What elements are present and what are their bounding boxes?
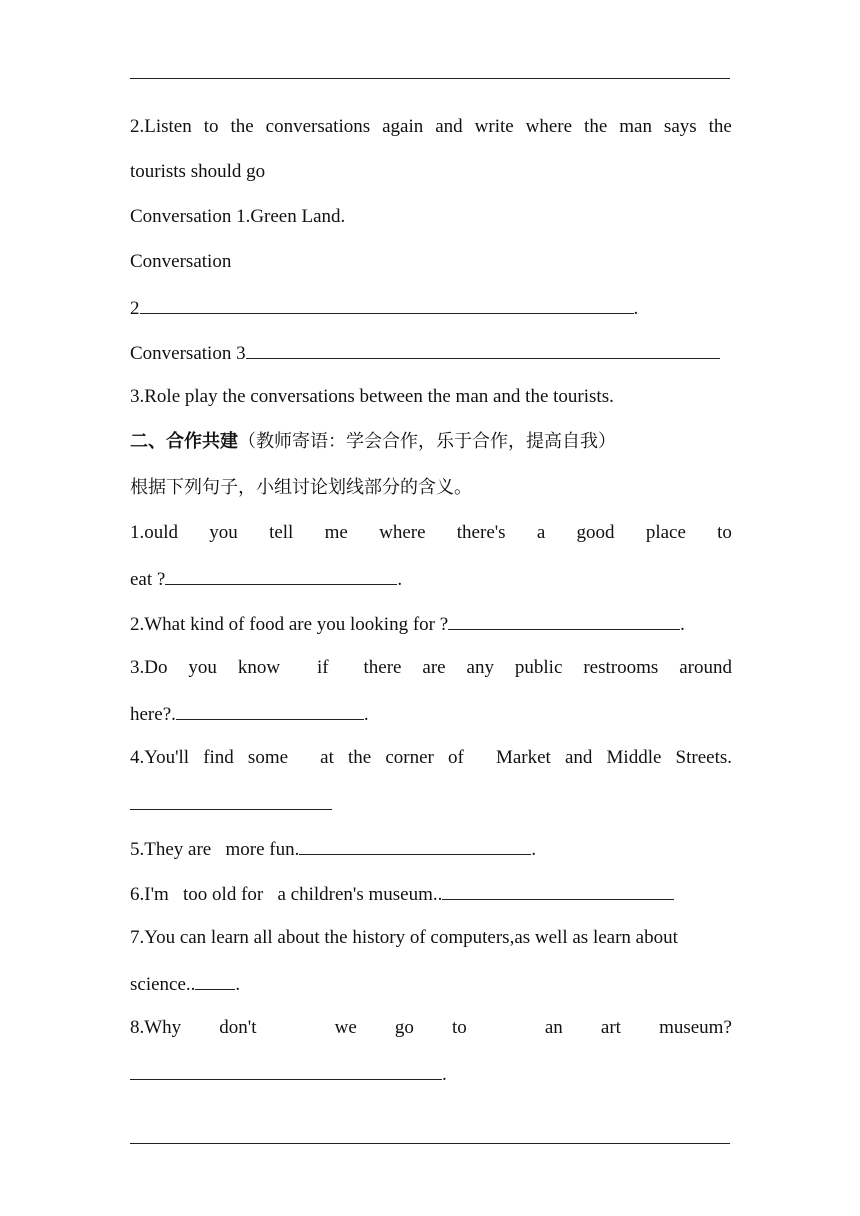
- answer-blank[interactable]: [176, 701, 364, 720]
- answer-blank[interactable]: [195, 971, 235, 990]
- word: and: [564, 747, 593, 768]
- section-2-heading: [130, 430, 616, 454]
- word: 4.You'll: [130, 747, 190, 768]
- word: an: [544, 1017, 563, 1038]
- word: to: [717, 522, 732, 543]
- word: museum?: [659, 1017, 732, 1038]
- period: .: [531, 839, 537, 860]
- word: are: [422, 657, 446, 678]
- period: .: [442, 1064, 447, 1085]
- answer-blank[interactable]: [165, 566, 397, 585]
- item-2: [130, 611, 685, 637]
- word: around: [679, 657, 732, 678]
- period: .: [633, 298, 639, 319]
- answer-blank[interactable]: [130, 791, 332, 810]
- word: again: [382, 116, 424, 137]
- period: .: [235, 974, 241, 995]
- word: there's: [456, 522, 506, 543]
- item-1-tail: eat ?: [130, 569, 166, 590]
- word: Market: [495, 747, 551, 768]
- word: to: [451, 1017, 467, 1038]
- word: 1.ould: [130, 522, 179, 543]
- word: says: [663, 116, 697, 137]
- conversation-1: Conversation 1.Green Land.: [130, 206, 346, 227]
- item-2-text: 2.What kind of food are you looking for ?: [130, 614, 449, 635]
- item-3-line-1: [130, 656, 732, 680]
- answer-blank[interactable]: [130, 1061, 442, 1080]
- word: public: [514, 657, 563, 678]
- word: the: [230, 116, 254, 137]
- item-6: [130, 881, 674, 907]
- word: there: [363, 657, 402, 678]
- item-7-tail: science..: [130, 974, 196, 995]
- item-4-line-1: [130, 746, 732, 770]
- answer-blank[interactable]: [448, 611, 680, 630]
- word: art: [600, 1017, 621, 1038]
- word: the: [708, 116, 732, 137]
- word: man: [619, 116, 652, 137]
- item-1-line-2: [130, 566, 402, 592]
- conversation-2-number: 2: [130, 298, 140, 319]
- word: at: [320, 747, 334, 768]
- word: corner: [385, 747, 434, 768]
- item-1-line-1: [130, 521, 732, 545]
- item-5: [130, 836, 536, 862]
- word: the: [348, 747, 372, 768]
- word: 3.Do: [130, 657, 168, 678]
- word: tell: [269, 522, 294, 543]
- word: some: [247, 747, 289, 768]
- word: and: [435, 116, 463, 137]
- conversation-2-label: Conversation: [130, 251, 232, 272]
- item-7-text: 7.You can learn all about the history of computers,as well as learn about: [130, 927, 678, 948]
- word: 2.Listen: [130, 116, 192, 137]
- period: .: [397, 569, 403, 590]
- word: go: [394, 1017, 414, 1038]
- exercise-2-line-2: tourists should go: [130, 161, 266, 182]
- word: 8.Why: [130, 1017, 182, 1038]
- conversation-3: [130, 340, 720, 366]
- period: .: [363, 704, 369, 725]
- word: me: [324, 522, 348, 543]
- word: good: [576, 522, 615, 543]
- item-7-line-2: [130, 971, 240, 997]
- word: don't: [219, 1017, 257, 1038]
- section-2-instruction: 根据下列句子，小组讨论划线部分的含义。: [130, 477, 472, 498]
- header-rule: [130, 78, 730, 79]
- answer-blank[interactable]: [246, 340, 720, 359]
- word: write: [474, 116, 514, 137]
- word: where: [379, 522, 426, 543]
- exercise-2-line-1: [130, 115, 732, 139]
- word: conversations: [265, 116, 371, 137]
- item-8-line-1: [130, 1016, 732, 1040]
- word: of: [448, 747, 464, 768]
- item-5-text: 5.They are more fun.: [130, 839, 300, 860]
- word: if: [316, 657, 329, 678]
- word: the: [584, 116, 608, 137]
- item-3-tail: here?.: [130, 704, 176, 725]
- word: know: [237, 657, 281, 678]
- item-7-line-1: [130, 926, 732, 950]
- word: any: [466, 657, 494, 678]
- exercise-3: 3.Role play the conversations between the man and the tourists.: [130, 386, 614, 407]
- word: to: [203, 116, 219, 137]
- word: Middle: [606, 747, 662, 768]
- word: where: [525, 116, 573, 137]
- word: place: [645, 522, 686, 543]
- word: find: [203, 747, 234, 768]
- item-6-text: 6.I'm too old for a children's museum..: [130, 884, 443, 905]
- item-3-line-2: [130, 701, 369, 727]
- word: you: [209, 522, 238, 543]
- word: you: [188, 657, 217, 678]
- word: Streets.: [675, 747, 732, 768]
- answer-blank[interactable]: [442, 881, 674, 900]
- period: .: [680, 614, 685, 635]
- word: we: [334, 1017, 357, 1038]
- footer-rule: [130, 1143, 730, 1144]
- answer-blank[interactable]: [299, 836, 531, 855]
- section-title: 二、合作共建: [130, 431, 238, 452]
- answer-blank[interactable]: [140, 295, 634, 314]
- item-8-line-2: [130, 1061, 447, 1087]
- conversation-3-label: Conversation 3: [130, 343, 246, 364]
- word: restrooms: [583, 657, 659, 678]
- item-4-line-2: [130, 791, 332, 817]
- word: a: [536, 522, 546, 543]
- teacher-note: （教师寄语：学会合作，乐于合作，提高自我）: [238, 431, 616, 452]
- conversation-2-answer-line: [130, 295, 638, 321]
